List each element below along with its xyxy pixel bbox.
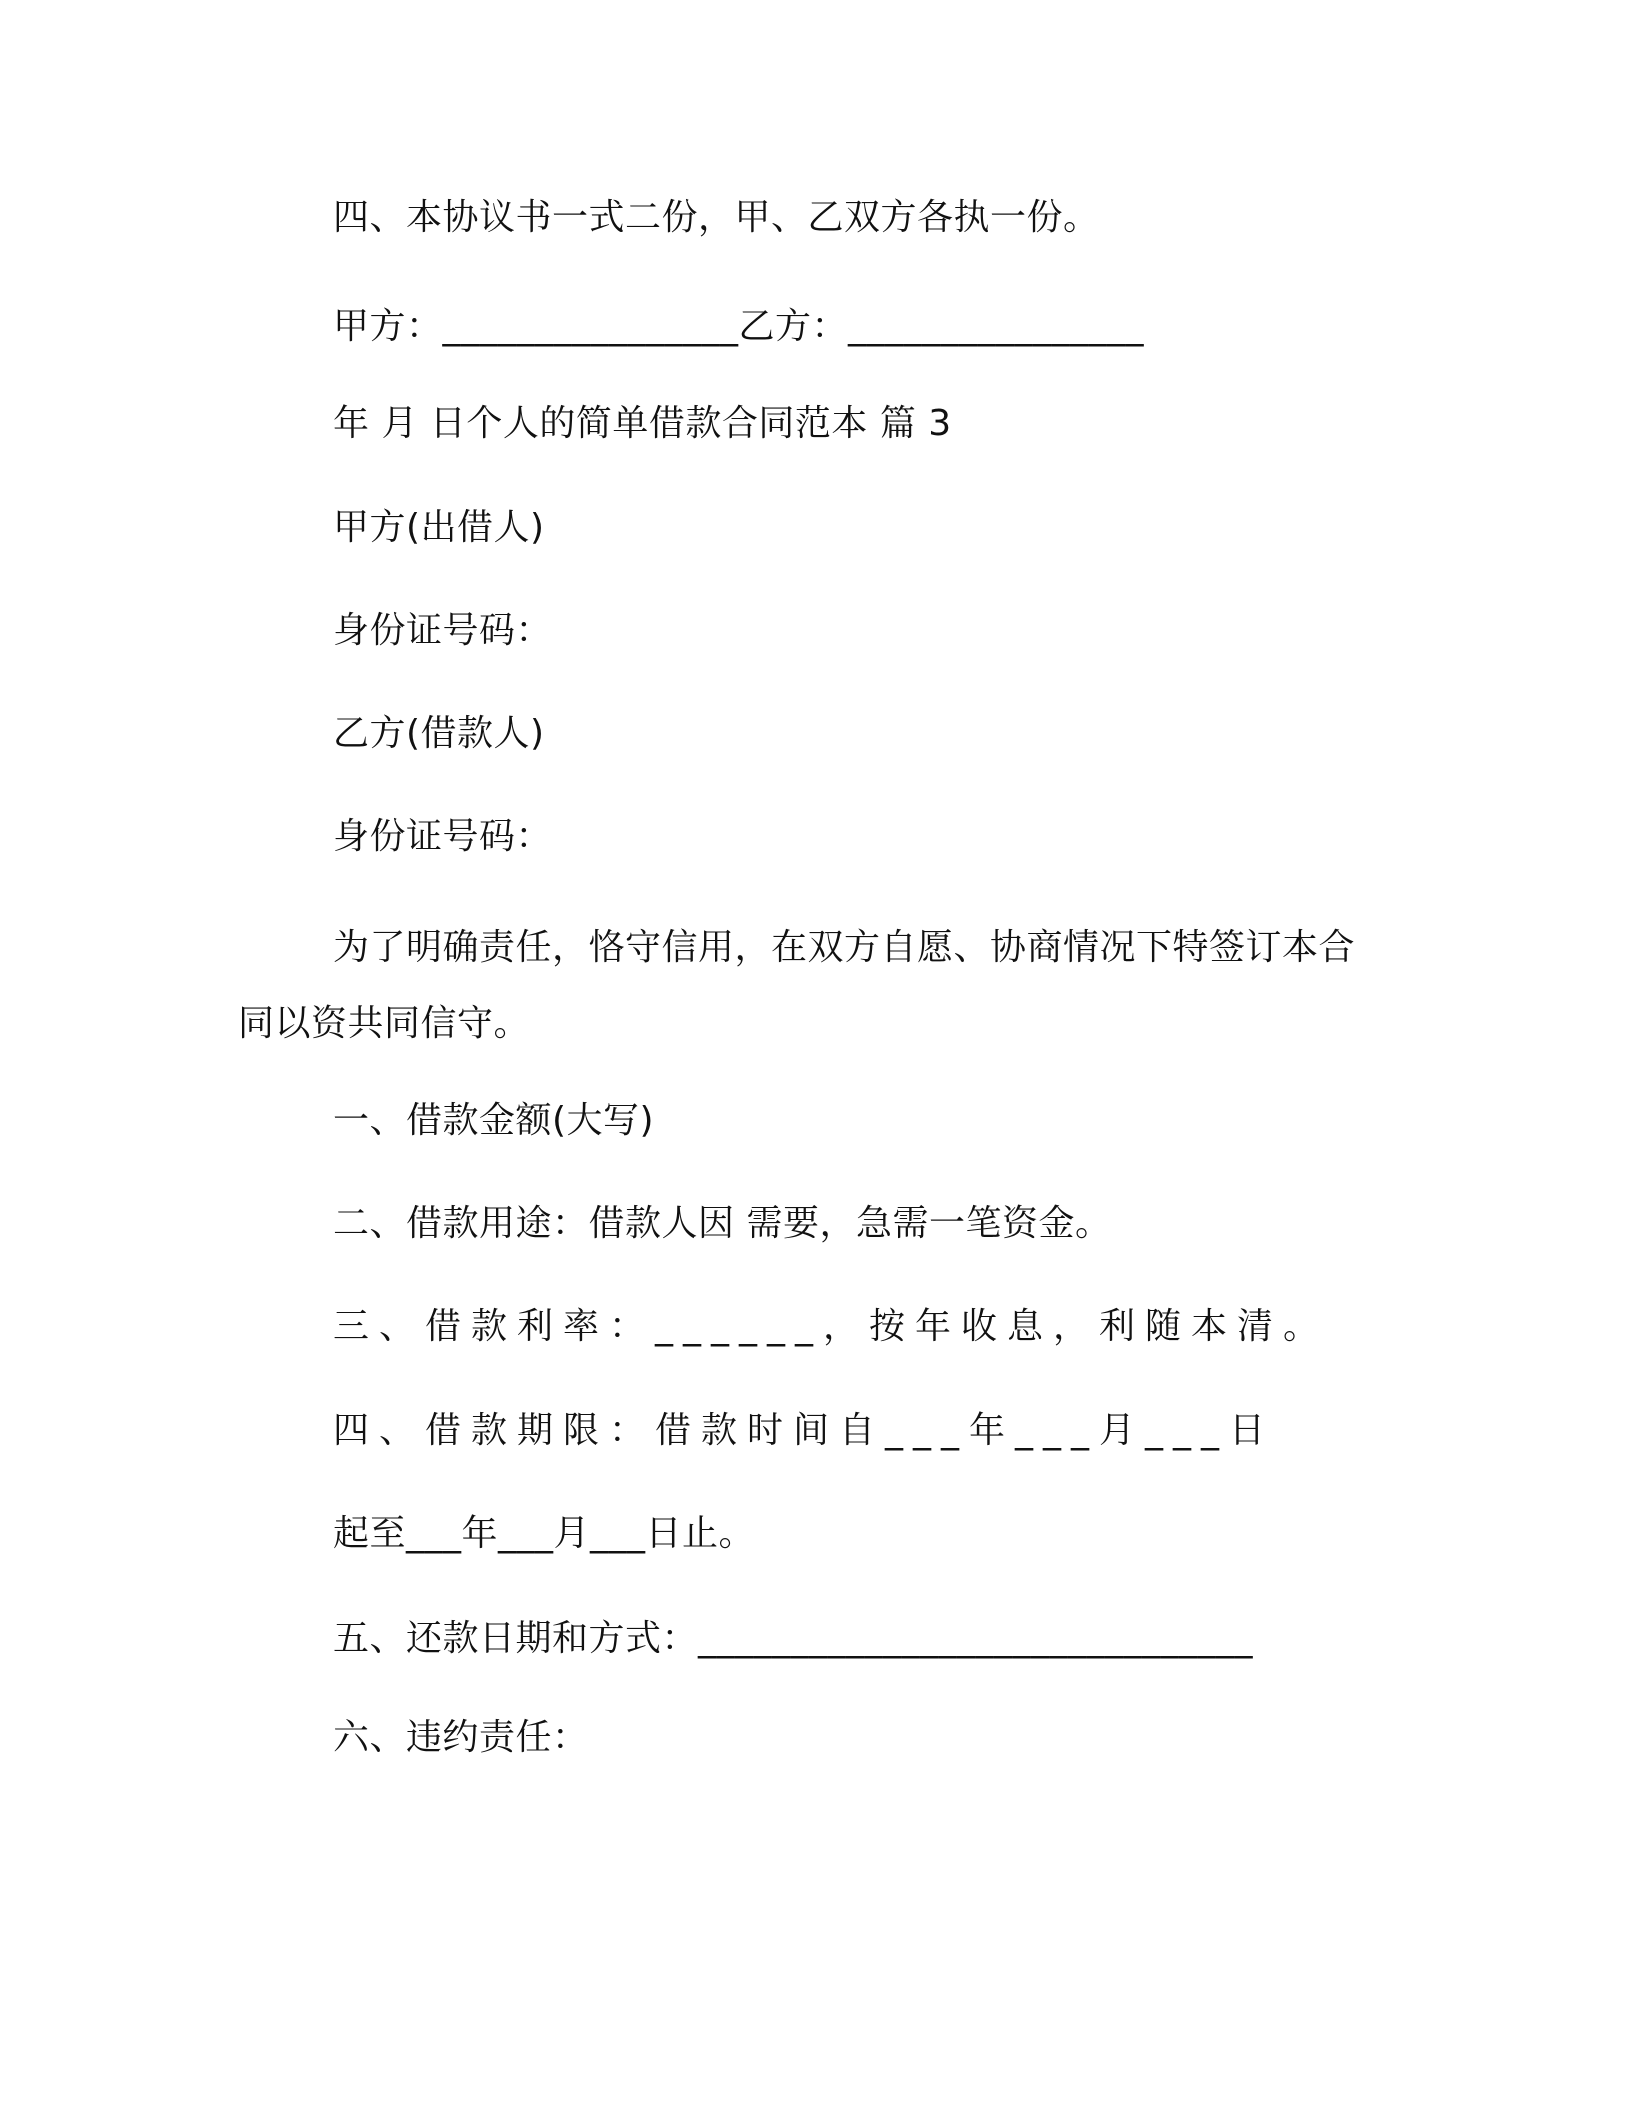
clause-loan-term-end: 起至___年___月___日止。: [333, 1513, 756, 1554]
clause-interest-rate: 三、借款利率：______，按年收息，利随本清。: [333, 1306, 1330, 1347]
clause-loan-amount: 一、借款金额(大写): [333, 1100, 655, 1141]
borrower-id-label: 身份证号码：: [333, 816, 553, 857]
borrower-label: 乙方(借款人): [333, 713, 545, 754]
preamble-paragraph: 为了明确责任，恪守信用，在双方自愿、协商情况下特签订本合同以资共同信守。: [238, 927, 1356, 1044]
clause-loan-term: 四、借款期限：借款时间自___年___月___日: [333, 1410, 1276, 1451]
clause-repayment: 五、还款日期和方式：______________________________: [333, 1618, 1254, 1659]
clause-loan-purpose: 二、借款用途：借款人因 需要，急需一笔资金。: [333, 1203, 1112, 1244]
section-title: 年 月 日个人的简单借款合同范本 篇 3: [333, 403, 952, 444]
lender-label: 甲方(出借人): [333, 507, 545, 548]
clause-liability: 六、违约责任：: [333, 1717, 589, 1758]
lender-id-label: 身份证号码：: [333, 610, 553, 651]
signature-line: 甲方：________________乙方：________________: [333, 306, 1145, 347]
clause-four-copies: 四、本协议书一式二份，甲、乙双方各执一份。: [333, 197, 1100, 238]
